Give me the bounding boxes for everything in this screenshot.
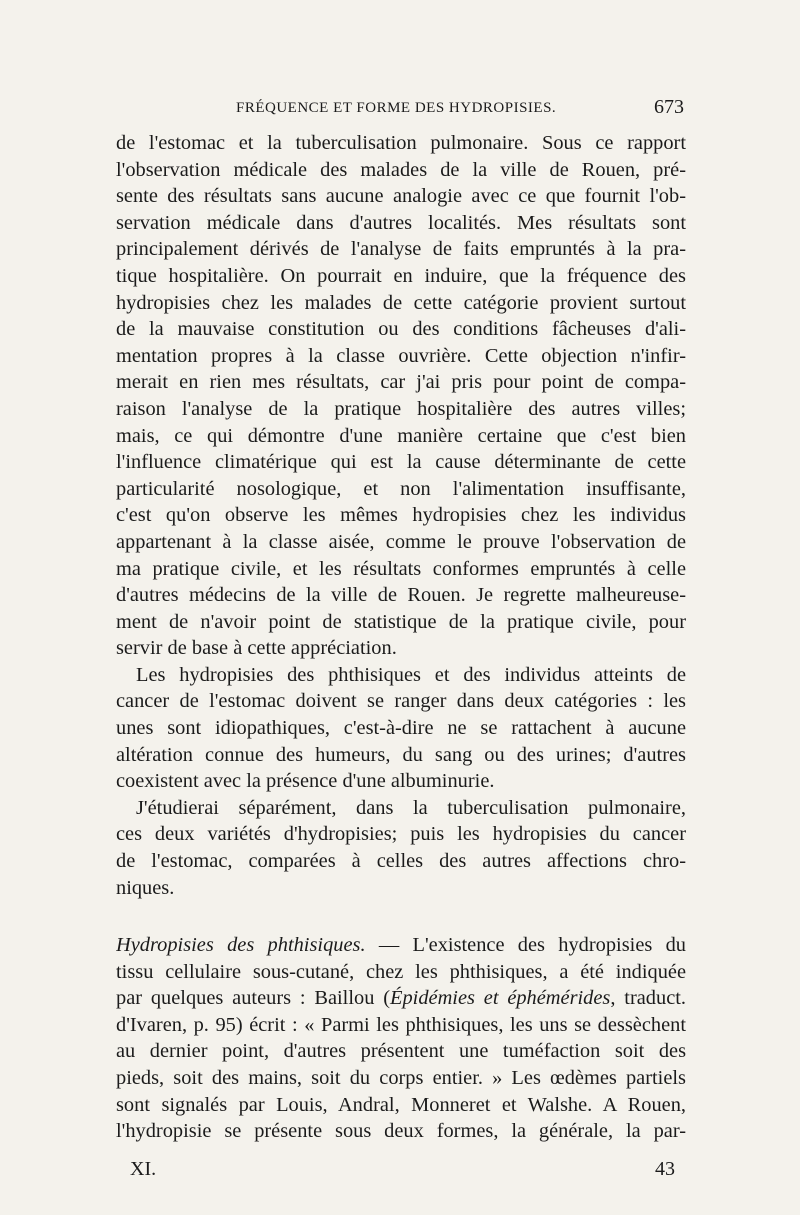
folio-number: 43 xyxy=(655,1158,675,1180)
text-line: ces deux variétés d'hydropisies; puis les hydropisies du cancer xyxy=(116,823,686,846)
text-line: d'autres médecins de la ville de Rouen. Je regrette malheureuse- xyxy=(116,584,686,607)
text-line: de l'estomac, comparées à celles des autres affections chro- xyxy=(116,850,686,873)
citation-title: Épidémies et éphémérides xyxy=(390,987,611,1010)
text-line: mentation propres à la classe ouvrière. Cette objection n'infir- xyxy=(116,344,686,367)
text-span: L'existence des hydropisies du xyxy=(412,934,686,956)
text-line: merait en rien mes résultats, car j'ai pris pour point de compa- xyxy=(116,371,686,394)
text-line: sente des résultats sans aucune analogie avec ce que fournit l'ob- xyxy=(116,185,686,208)
text-line: principalement dérivés de l'analyse de faits empruntés à la pra- xyxy=(116,238,686,261)
text-line: l'observation médicale des malades de la ville de Rouen, pré- xyxy=(116,158,686,181)
text-line: niques. xyxy=(116,876,175,899)
section-first-line xyxy=(116,932,686,959)
text-line: d'Ivaren, p. 95) écrit : « Parmi les phthisiques, les uns se dessèchent xyxy=(116,1013,686,1036)
text-line: l'influence climatérique qui est la cause déterminante de cette xyxy=(116,451,686,474)
text-line: tique hospitalière. On pourrait en induire, que la fréquence des xyxy=(116,264,686,287)
text-line: ment de n'avoir point de statistique de la pratique civile, pour xyxy=(116,610,686,633)
text-line: l'hydropisie se présente sous deux formes, la générale, la par- xyxy=(116,1120,686,1143)
text-line: mais, ce qui démontre d'une manière certaine que c'est bien xyxy=(116,424,686,447)
running-header xyxy=(116,96,686,122)
text-span: par quelques auteurs : Baillou ( xyxy=(116,987,391,1010)
text-line: raison l'analyse de la pratique hospitalière des autres villes; xyxy=(116,397,686,420)
text-line: J'étudierai séparément, dans la tuberculisation pulmonaire, xyxy=(136,796,686,819)
text-line: particularité nosologique, et non l'alimentation insuffisante, xyxy=(116,477,686,500)
text-line: Les hydropisies des phthisiques et des individus atteints de xyxy=(136,663,686,686)
text-line: altération connue des humeurs, du sang ou des urines; d'autres xyxy=(116,743,686,766)
running-title: FRÉQUENCE ET FORME DES HYDROPISIES. xyxy=(236,100,557,116)
page-number: 673 xyxy=(654,96,684,118)
section-dash: — xyxy=(365,934,413,956)
section-phthisiques xyxy=(116,932,686,1145)
text-line: sont signalés par Louis, Andral, Monneret et Walshe. A Rouen, xyxy=(116,1093,686,1116)
paragraph-continuation xyxy=(116,130,686,901)
text-line: de la mauvaise constitution ou des conditions fâcheuses d'ali- xyxy=(116,318,686,341)
text-line: cancer de l'estomac doivent se ranger dans deux catégories : les xyxy=(116,690,686,713)
text-line: pieds, soit des mains, soit du corps entier. » Les œdèmes partiels xyxy=(116,1066,686,1089)
text-line: servir de base à cette appréciation. xyxy=(116,637,397,660)
text-line: au dernier point, d'autres présentent une tuméfaction soit des xyxy=(116,1040,686,1063)
text-line: tissu cellulaire sous-cutané, chez les phthisiques, a été indiquée xyxy=(116,960,686,983)
text-line: appartenant à la classe aisée, comme le prouve l'observation de xyxy=(116,530,686,553)
signature-mark: XI. xyxy=(130,1158,157,1180)
text-line: servation médicale dans d'autres localités. Mes résultats sont xyxy=(116,211,686,234)
text-span: , traduct. xyxy=(610,987,686,1010)
text-line: ma pratique civile, et les résultats conformes empruntés à celle xyxy=(116,557,686,580)
text-line: de l'estomac et la tuberculisation pulmonaire. Sous ce rapport xyxy=(116,132,686,154)
text-line: c'est qu'on observe les mêmes hydropisies chez les individus xyxy=(116,504,686,527)
text-line xyxy=(116,985,686,1012)
text-line: coexistent avec la présence d'une albuminurie. xyxy=(116,770,495,793)
text-line: unes sont idiopathiques, c'est-à-dire ne se rattachent à aucune xyxy=(116,717,686,740)
text-line: hydropisies chez les malades de cette catégorie provient surtout xyxy=(116,291,686,314)
section-heading: Hydropisies des phthisiques. xyxy=(116,934,366,956)
page-footer xyxy=(130,1158,675,1186)
